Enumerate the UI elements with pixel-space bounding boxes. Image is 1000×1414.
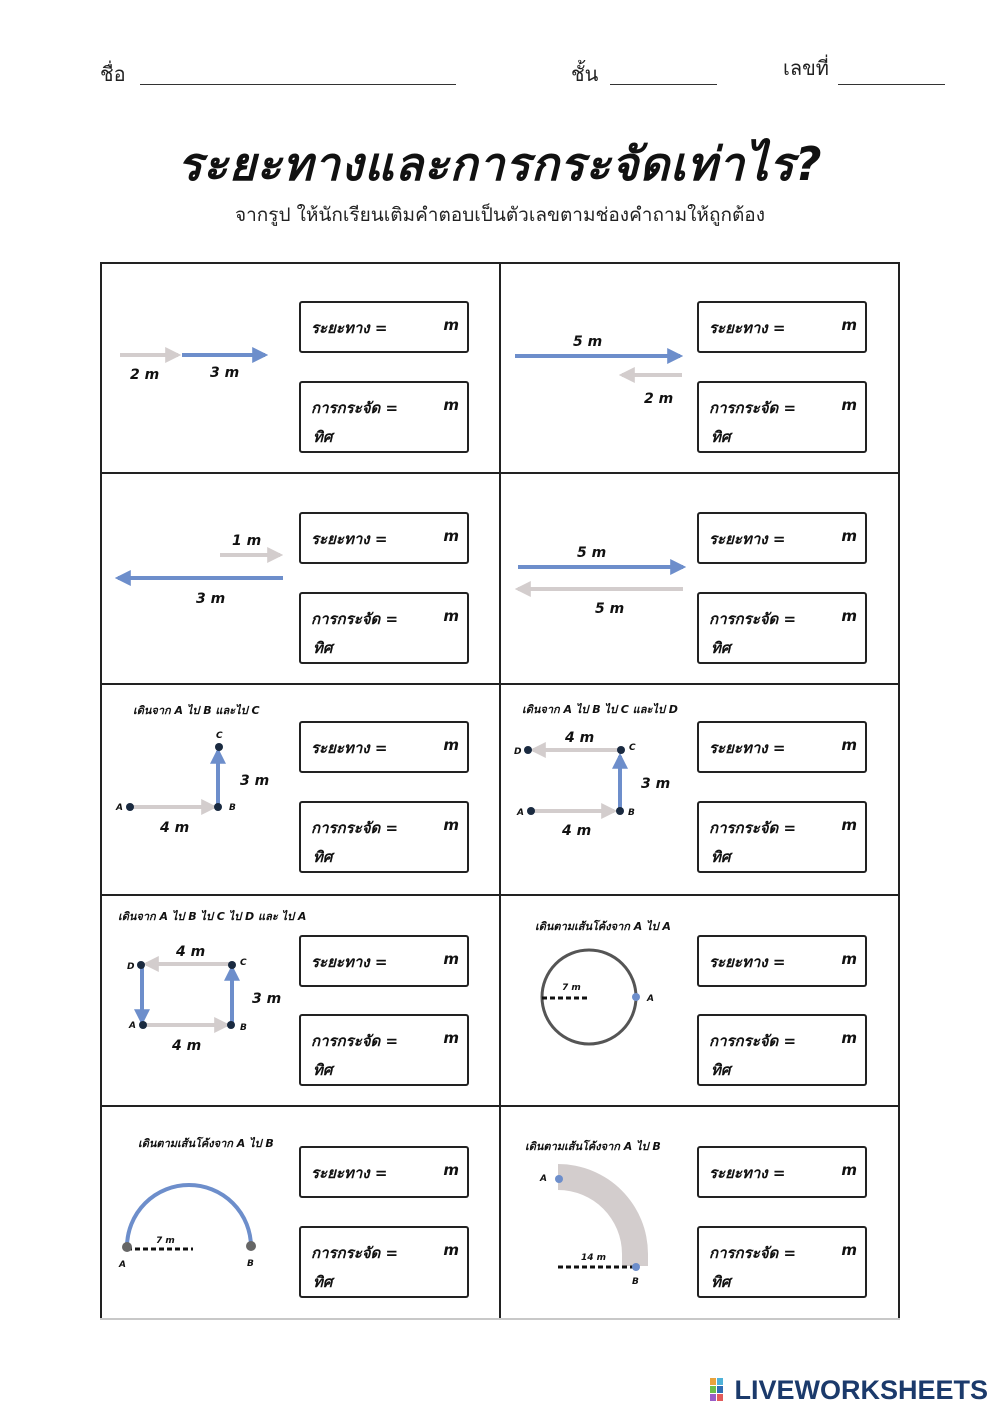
direction-label: ทิศ: [711, 1061, 731, 1079]
label-3m: 3 m: [210, 365, 240, 381]
point-a: [122, 1242, 132, 1252]
quarter-arc-band: [558, 1164, 648, 1266]
unit-label: m: [443, 950, 459, 968]
direction-label: ทิศ: [711, 428, 731, 446]
distance-label: ระยะทาง =: [311, 1164, 388, 1182]
label-7m: 7 m: [562, 983, 581, 993]
point-b: [616, 807, 624, 815]
direction-label: ทิศ: [313, 1061, 333, 1079]
label-4m-top: 4 m: [565, 730, 595, 746]
diagram-9: [118, 1136, 274, 1270]
label-3m: 3 m: [196, 591, 226, 607]
distance-label: ระยะทาง =: [709, 530, 786, 548]
point-d-label: D: [127, 962, 135, 972]
diagram-2: [515, 334, 682, 407]
unit-label: m: [841, 396, 857, 414]
point-c: [617, 746, 625, 754]
direction-label: ทิศ: [711, 639, 731, 657]
distance-label: ระยะทาง =: [709, 739, 786, 757]
label-2m: 2 m: [644, 391, 674, 407]
label-7m: 7 m: [156, 1236, 175, 1246]
diagram-4: [518, 545, 683, 617]
point-a-label: A: [116, 803, 123, 813]
direction-label: ทิศ: [313, 1273, 333, 1291]
caption: เดินจาก A ไป B และไป C: [133, 704, 260, 717]
distance-label: ระยะทาง =: [311, 953, 388, 971]
label-3m: 3 m: [252, 991, 282, 1007]
label-3m: 3 m: [641, 776, 671, 792]
distance-label: ระยะทาง =: [709, 319, 786, 337]
brand-text: LIVEWORKSHEETS: [734, 1374, 988, 1405]
point-c-label: C: [629, 743, 636, 753]
label-14m: 14 m: [581, 1253, 607, 1263]
point-b: [214, 803, 222, 811]
displacement-label: การกระจัด =: [311, 1032, 399, 1050]
direction-label: ทิศ: [313, 848, 333, 866]
page-subtitle: จากรูป ให้นักเรียนเติมคำตอบเป็นตัวเลขตามช่องคำถามให้ถูกต้อง: [235, 204, 765, 226]
point-c: [228, 961, 236, 969]
point-d-label: D: [514, 747, 522, 757]
unit-label: m: [443, 316, 459, 334]
circle-path: [542, 950, 636, 1044]
label-5m: 5 m: [573, 334, 603, 350]
point-b-label: B: [628, 808, 635, 818]
unit-label: m: [443, 736, 459, 754]
direction-label: ทิศ: [313, 428, 333, 446]
label-1m: 1 m: [232, 533, 262, 549]
point-a-label: A: [119, 1260, 126, 1270]
unit-label: m: [443, 607, 459, 625]
point-d: [524, 746, 532, 754]
unit-label: m: [841, 607, 857, 625]
distance-label: ระยะทาง =: [709, 953, 786, 971]
direction-label: ทิศ: [711, 848, 731, 866]
label-4m-bottom: 4 m: [562, 823, 592, 839]
name-label: ชื่อ: [100, 62, 126, 86]
label-5m-top: 5 m: [577, 545, 607, 561]
label-3m: 3 m: [240, 773, 270, 789]
unit-label: m: [841, 736, 857, 754]
distance-label: ระยะทาง =: [311, 319, 388, 337]
liveworksheets-logo[interactable]: [710, 1376, 988, 1404]
point-a: [527, 807, 535, 815]
distance-label: ระยะทาง =: [709, 1164, 786, 1182]
displacement-label: การกระจัด =: [311, 1244, 399, 1262]
point-c: [215, 743, 223, 751]
unit-label: m: [443, 1241, 459, 1259]
unit-label: m: [841, 527, 857, 545]
point-b-label: B: [247, 1259, 254, 1269]
point-b-label: B: [240, 1023, 247, 1033]
point-c-label: C: [216, 731, 223, 741]
point-c-label: C: [240, 958, 247, 968]
unit-label: m: [841, 1241, 857, 1259]
distance-label: ระยะทาง =: [311, 739, 388, 757]
unit-label: m: [841, 1161, 857, 1179]
diagram-1: [120, 355, 265, 383]
point-b-label: B: [229, 803, 236, 813]
displacement-label: การกระจัด =: [311, 610, 399, 628]
number-label: เลขที่: [783, 56, 829, 80]
caption: เดินตามเส้นโค้งจาก A ไป B: [138, 1137, 274, 1150]
displacement-label: การกระจัด =: [709, 1032, 797, 1050]
direction-label: ทิศ: [313, 639, 333, 657]
point-a-label: A: [129, 1021, 136, 1031]
displacement-label: การกระจัด =: [709, 610, 797, 628]
displacement-label: การกระจัด =: [709, 399, 797, 417]
point-a-label: A: [647, 994, 654, 1004]
unit-label: m: [841, 950, 857, 968]
diagram-10: [525, 1139, 661, 1287]
label-4m: 4 m: [160, 820, 190, 836]
point-a: [632, 993, 640, 1001]
point-b: [246, 1241, 256, 1251]
class-label: ชั้น: [571, 62, 599, 86]
caption: เดินตามเส้นโค้งจาก A ไป A: [535, 920, 671, 933]
caption: เดินตามเส้นโค้งจาก A ไป B: [525, 1140, 661, 1153]
point-a: [555, 1175, 563, 1183]
unit-label: m: [443, 1161, 459, 1179]
unit-label: m: [443, 527, 459, 545]
point-d: [137, 961, 145, 969]
unit-label: m: [443, 396, 459, 414]
semicircle-path: [127, 1185, 251, 1247]
caption: เดินจาก A ไป B ไป C และไป D: [522, 703, 678, 716]
label-2m: 2 m: [130, 367, 160, 383]
point-a-label: A: [540, 1174, 547, 1184]
caption: เดินจาก A ไป B ไป C ไป D และ ไป A: [118, 910, 307, 923]
unit-label: m: [443, 1029, 459, 1047]
displacement-label: การกระจัด =: [311, 819, 399, 837]
liveworksheets-logo-icon: [710, 1378, 732, 1402]
diagram-8: [535, 919, 671, 1044]
diagram-5: [115, 703, 269, 836]
displacement-label: การกระจัด =: [709, 819, 797, 837]
displacement-label: การกระจัด =: [709, 1244, 797, 1262]
unit-label: m: [841, 316, 857, 334]
point-a: [126, 803, 134, 811]
point-b: [632, 1263, 640, 1271]
point-a-label: A: [517, 808, 524, 818]
point-b-label: B: [632, 1277, 639, 1287]
distance-label: ระยะทาง =: [311, 530, 388, 548]
displacement-label: การกระจัด =: [311, 399, 399, 417]
unit-label: m: [841, 1029, 857, 1047]
point-b: [227, 1021, 235, 1029]
point-a: [139, 1021, 147, 1029]
label-4m-bottom: 4 m: [172, 1038, 202, 1054]
direction-label: ทิศ: [711, 1273, 731, 1291]
page-title: ระยะทางและการกระจัดเท่าไร?: [177, 137, 823, 191]
unit-label: m: [841, 816, 857, 834]
label-5m-bottom: 5 m: [595, 601, 625, 617]
diagram-6: [514, 702, 678, 839]
diagram-7: [118, 909, 306, 1054]
diagram-3: [118, 533, 283, 607]
unit-label: m: [443, 816, 459, 834]
label-4m-top: 4 m: [176, 944, 206, 960]
